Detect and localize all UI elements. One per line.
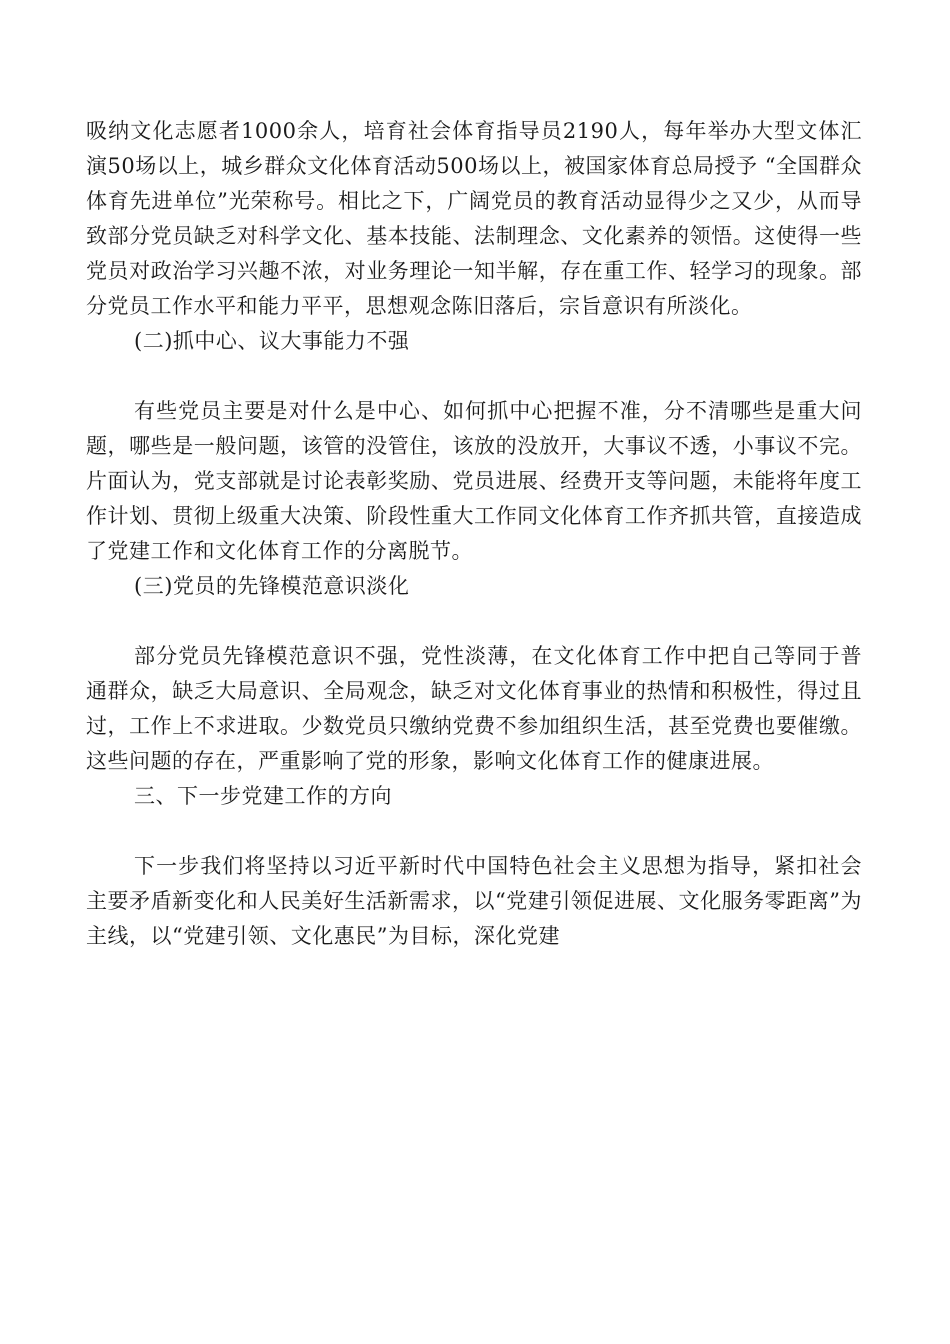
section-heading-2: (二)抓中心、议大事能力不强 xyxy=(134,329,410,353)
chapter-heading-3: 三、下一步党建工作的方向 xyxy=(134,784,392,808)
document-page xyxy=(86,114,862,954)
body-paragraph-1: 吸纳文化志愿者1000余人，培育社会体育指导员2190人，每年举办大型文体汇演50场以上，城乡群众文化体育活动500场以上，被国家体育总局授予 “全国群众体育先进单位”光荣称号。相比之下，广阔党员的教育活动显得少之又少，从而导致部分党员缺乏对科学文化、基本技能、法制理念、文化素养的领悟。这使得一些党员对政治学习兴趣不浓，对业务理论一知半解，存在重工作、轻学习的现象。部分党员工作水平和能力平平，思想观念陈旧落后，宗旨意识有所淡化。 xyxy=(86,119,862,318)
section-heading-3: (三)党员的先锋模范意识淡化 xyxy=(134,574,410,598)
body-paragraph-2: 有些党员主要是对什么是中心、如何抓中心把握不准，分不清哪些是重大问题，哪些是一般问题，该管的没管住，该放的没放开，大事议不透，小事议不完。片面认为，党支部就是讨论表彰奖励、党员进展、经费开支等问题，未能将年度工作计划、贯彻上级重大决策、阶段性重大工作同文化体育工作齐抓共管，直接造成了党建工作和文化体育工作的分离脱节。 xyxy=(86,399,862,563)
body-paragraph-4: 下一步我们将坚持以习近平新时代中国特色社会主义思想为指导，紧扣社会主要矛盾新变化和人民美好生活新需求，以“党建引领促进展、文化服务零距离”为主线，以“党建引领、文化惠民”为目标，深化党建 xyxy=(86,854,862,948)
body-paragraph-3: 部分党员先锋模范意识不强，党性淡薄，在文化体育工作中把自己等同于普通群众，缺乏大局意识、全局观念，缺乏对文化体育事业的热情和积极性，得过且过，工作上不求进取。少数党员只缴纳党费不参加组织生活，甚至党费也要催缴。这些问题的存在，严重影响了党的形象，影响文化体育工作的健康进展。 xyxy=(86,644,862,773)
